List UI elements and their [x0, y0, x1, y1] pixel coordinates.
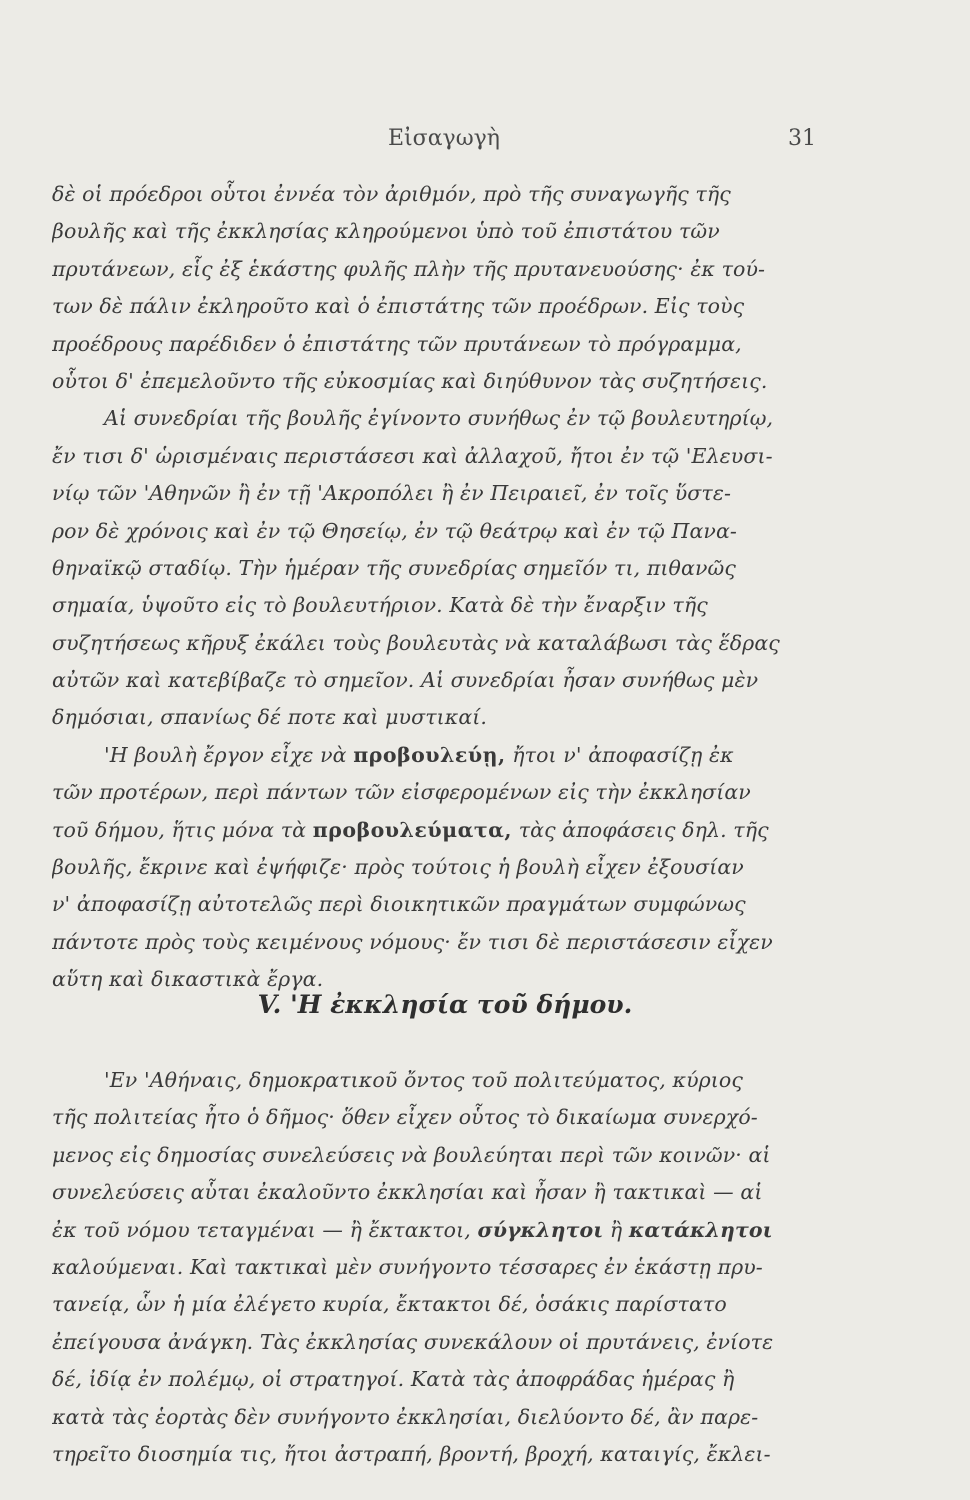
text-line: ρον δὲ χρόνοις καὶ ἐν τῷ Θησείῳ, ἐν τῷ θεάτρῳ καὶ ἐν τῷ Πανα-	[52, 518, 737, 543]
text-line: ἐκ τοῦ νόμου τεταγμέναι — ἢ ἔκτακτοι, σύγκλητοι ἢ κατάκλητοι	[52, 1217, 773, 1242]
running-title: Εἰσαγωγὴ	[388, 126, 500, 151]
text-line: 'Εν 'Αθήναις, δημοκρατικοῦ ὄντος τοῦ πολιτεύματος, κύριος	[104, 1068, 743, 1092]
bold-term: κατάκλητοι	[628, 1217, 773, 1242]
text-line: ἐπείγουσα ἀνάγκη. Τὰς ἐκκλησίας συνεκάλουν οἱ πρυτάνεις, ἐνίοτε	[52, 1329, 774, 1354]
page-number: 31	[788, 126, 816, 151]
text-line: των δὲ πάλιν ἐκληροῦτο καὶ ὁ ἐπιστάτης τῶν προέδρων. Εἰς τοὺς	[52, 294, 745, 319]
bold-term: προβουλεύῃ,	[353, 742, 506, 767]
body-text	[52, 176, 822, 999]
text-line: θηναϊκῷ σταδίῳ. Τὴν ἡμέραν τῆς συνεδρίας σημεῖόν τι, πιθανῶς	[52, 555, 736, 580]
text-line: τηρεῖτο διοσημία τις, ἤτοι ἀστραπή, βροντή, βροχή, καταιγίς, ἔκλει-	[52, 1441, 771, 1466]
section-body	[52, 1062, 822, 1473]
text-line: τῆς πολιτείας ἦτο ὁ δῆμος· ὅθεν εἶχεν οὗτος τὸ δικαίωμα συνερχό-	[52, 1105, 758, 1130]
text-line: αὐτῶν καὶ κατεβίβαζε τὸ σημεῖον. Αἱ συνεδρίαι ἦσαν συνήθως μὲν	[52, 668, 759, 693]
running-head	[0, 126, 970, 156]
bold-term: σύγκλητοι	[477, 1217, 604, 1242]
text-line: Αἱ συνεδρίαι τῆς βουλῆς ἐγίνοντο συνήθως ἐν τῷ βουλευτηρίῳ,	[104, 406, 774, 431]
section-heading: V. 'Η ἐκκλησία τοῦ δήμου.	[257, 990, 633, 1019]
text-line: οὗτοι δ' ἐπεμελοῦντο τῆς εὐκοσμίας καὶ διηύθυνον τὰς συζητήσεις.	[52, 368, 768, 393]
text-line: νίῳ τῶν 'Αθηνῶν ἢ ἐν τῇ 'Ακροπόλει ἢ ἐν Πειραιεῖ, ἐν τοῖς ὕστε-	[52, 481, 731, 506]
text-line: βουλῆς, ἔκρινε καὶ ἐψήφιζε· πρὸς τούτοις ἡ βουλὴ εἶχεν ἐξουσίαν	[52, 855, 744, 880]
text-line: συζητήσεως κῆρυξ ἐκάλει τοὺς βουλευτὰς νὰ καταλάβωσι τὰς ἕδρας	[52, 630, 780, 655]
bold-term: προβουλεύματα,	[312, 817, 513, 842]
text-line: προέδρους παρέδιδεν ὁ ἐπιστάτης τῶν πρυτάνεων τὸ πρόγραμμα,	[52, 331, 742, 356]
text-line: δὲ οἱ πρόεδροι οὗτοι ἐννέα τὸν ἀριθμόν, πρὸ τῆς συναγωγῆς τῆς	[52, 182, 731, 206]
text-line: δημόσιαι, σπανίως δέ ποτε καὶ μυστικαί.	[52, 705, 488, 730]
text-line: δέ, ἰδίᾳ ἐν πολέμῳ, οἱ στρατηγοί. Κατὰ τὰς ἀποφράδας ἡμέρας ἢ	[52, 1367, 735, 1392]
text-line: ν' ἀποφασίζῃ αὐτοτελῶς περὶ διοικητικῶν πραγμάτων συμφώνως	[52, 892, 746, 917]
text-line: βουλῆς καὶ τῆς ἐκκλησίας κληρούμενοι ὑπὸ τοῦ ἐπιστάτου τῶν	[52, 219, 720, 244]
text-line: τοῦ δήμου, ἥτις μόνα τὰ προβουλεύματα, τὰς ἀποφάσεις δηλ. τῆς	[52, 817, 769, 842]
text-line: 'Η βουλὴ ἔργον εἶχε νὰ προβουλεύῃ, ἤτοι ν' ἀποφασίζῃ ἐκ	[104, 742, 734, 767]
text-line: πρυτάνεων, εἷς ἐξ ἑκάστης φυλῆς πλὴν τῆς πρυτανευούσης· ἐκ τού-	[52, 256, 766, 281]
text-line: σημαία, ὑψοῦτο εἰς τὸ βουλευτήριον. Κατὰ δὲ τὴν ἔναρξιν τῆς	[52, 593, 708, 618]
text-line: πάντοτε πρὸς τοὺς κειμένους νόμους· ἔν τισι δὲ περιστάσεσιν εἶχεν	[52, 929, 773, 954]
text-line: αὕτη καὶ δικαστικὰ ἔργα.	[52, 967, 324, 992]
text-line: καλούμεναι. Καὶ τακτικαὶ μὲν συνήγοντο τέσσαρες ἐν ἑκάστῃ πρυ-	[52, 1254, 763, 1279]
text-line: τῶν προτέρων, περὶ πάντων τῶν εἰσφερομένων εἰς τὴν ἐκκλησίαν	[52, 780, 751, 805]
text-line: τανείᾳ, ὧν ἡ μία ἐλέγετο κυρία, ἔκτακτοι δέ, ὁσάκις παρίστατο	[52, 1292, 727, 1317]
text-line: συνελεύσεις αὗται ἐκαλοῦντο ἐκκλησίαι καὶ ἦσαν ἢ τακτικαὶ — αἱ	[52, 1180, 763, 1205]
text-line: ἔν τισι δ' ὡρισμέναις περιστάσεσι καὶ ἀλλαχοῦ, ἤτοι ἐν τῷ 'Ελευσι-	[52, 443, 773, 468]
text-line: μενος εἰς δημοσίας συνελεύσεις νὰ βουλεύηται περὶ τῶν κοινῶν· αἱ	[52, 1142, 771, 1167]
text-line: κατὰ τὰς ἑορτὰς δὲν συνήγοντο ἐκκλησίαι, διελύοντο δέ, ἂν παρε-	[52, 1404, 759, 1429]
